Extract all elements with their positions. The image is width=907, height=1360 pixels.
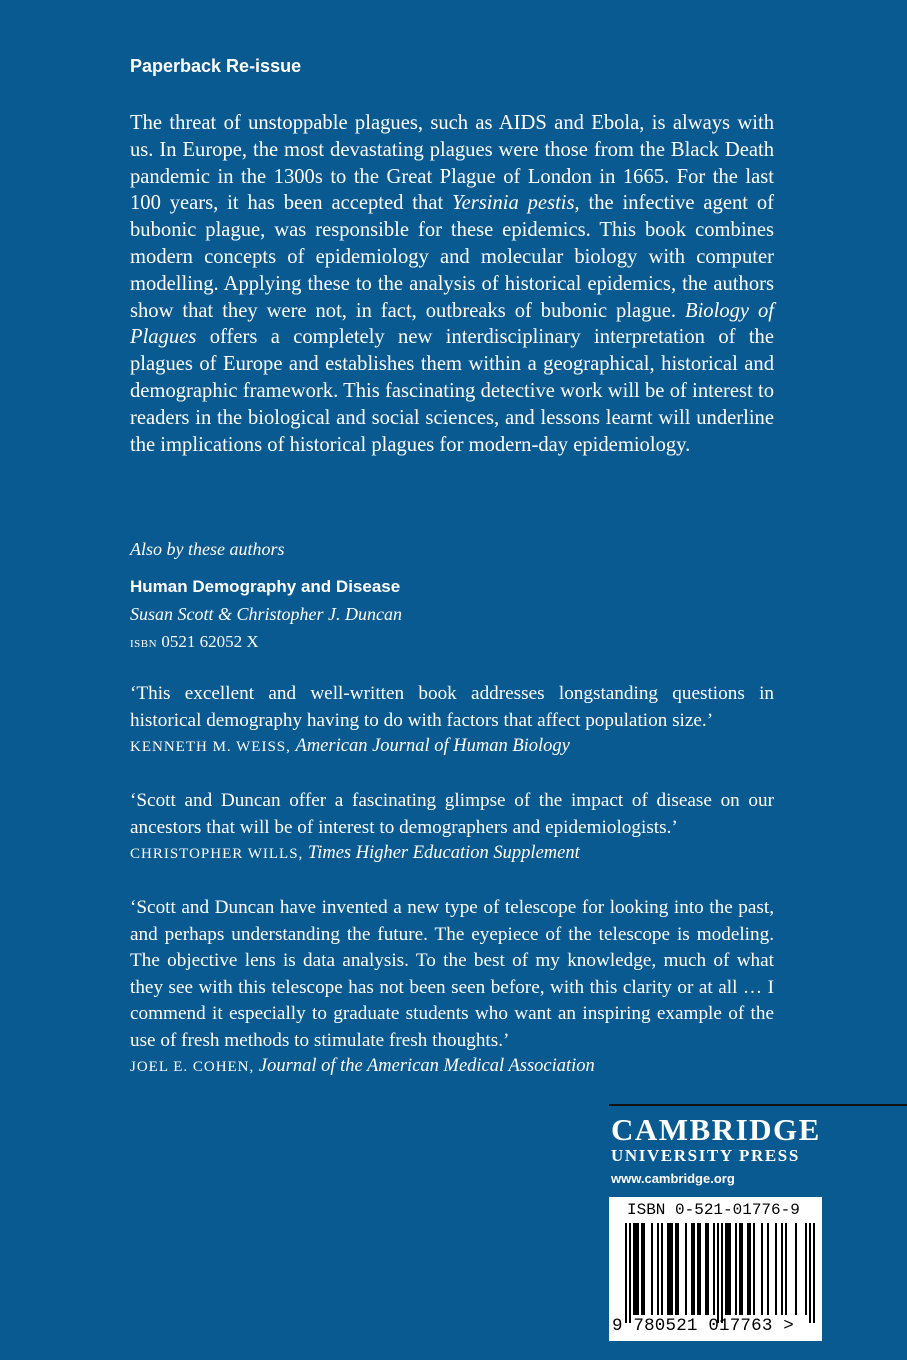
barcode-isbn-text: ISBN 0-521-01776-9: [627, 1201, 800, 1219]
barcode-bar: [657, 1223, 659, 1315]
review-quote: ‘Scott and Duncan have invented a new type of telescope for looking into the past, and perhaps understanding the future. The eyepiece of the telescope is modeling. The objective lens is data analysis. To the best of my knowledge, much of what they see with this telescope has not been seen before, with this clarity or at all … I commend it especially to graduate students who want an inspiring example of the use of fresh methods to stimulate fresh thoughts.’: [130, 897, 774, 1051]
reviewer-name: CHRISTOPHER WILLS,: [130, 846, 304, 862]
barcode-bar: [741, 1223, 743, 1315]
blurb-text-2: , the infective agent of bubonic plague, was responsible for these epidemics. This book combines modern concepts of epidemiology and molecular biology with computer modelling. Applying these to the analysis of historical epidemics, the authors show that they were not, in fact, outbreaks of bubonic plague.: [130, 192, 774, 322]
reviewer-name: JOEL E. COHEN,: [130, 1059, 255, 1075]
species-name: Yersinia pestis: [452, 192, 575, 215]
barcode-bar: [685, 1223, 687, 1315]
related-book-authors: Susan Scott & Christopher J. Duncan: [130, 604, 402, 624]
barcode-bar: [767, 1223, 769, 1315]
barcode-bar: [805, 1223, 807, 1315]
also-by-heading: Also by these authors: [130, 539, 285, 559]
barcode-bar: [675, 1223, 677, 1315]
barcode-bar: [713, 1223, 715, 1315]
barcode-bar: [641, 1223, 643, 1315]
barcode-bar: [721, 1223, 723, 1323]
barcode-bar: [635, 1223, 637, 1315]
review-attribution: [130, 736, 570, 757]
barcode-bar: [749, 1223, 751, 1315]
review-source: Journal of the American Medical Association: [258, 1056, 595, 1076]
barcode-bar: [669, 1223, 671, 1315]
barcode-number: 9 780521 017763 >: [612, 1316, 794, 1336]
barcode-bar: [699, 1223, 701, 1315]
barcode-bar: [735, 1223, 737, 1315]
barcode-panel: [609, 1197, 822, 1341]
barcode-bar: [809, 1223, 811, 1323]
barcode-bar: [775, 1223, 777, 1315]
reviewer-name: KENNETH M. WEISS,: [130, 739, 291, 755]
isbn-label: ISBN: [130, 638, 158, 650]
review-quote: ‘Scott and Duncan offer a fascinating glimpse of the impact of disease on our ancestors that will be of interest to demographers and epidemiologists.’: [130, 790, 774, 838]
blurb-paragraph: [130, 110, 774, 458]
publisher-website: www.cambridge.org: [611, 1171, 735, 1186]
barcode-bar: [761, 1223, 763, 1315]
barcode-bar: [625, 1223, 627, 1323]
barcode-bar: [781, 1223, 783, 1315]
barcode-bar: [671, 1223, 673, 1315]
barcode-bar: [725, 1223, 727, 1315]
barcode-bar: [705, 1223, 707, 1315]
barcode-bar: [643, 1223, 645, 1315]
barcode-bar: [717, 1223, 719, 1323]
barcode-bar: [677, 1223, 679, 1315]
barcode-bar: [795, 1223, 797, 1315]
barcode-bar: [697, 1223, 699, 1315]
isbn-value: 0521 62052 X: [161, 632, 259, 651]
barcode-bar: [651, 1223, 653, 1315]
barcode-bar: [739, 1223, 741, 1315]
review-source: American Journal of Human Biology: [295, 736, 570, 756]
barcode-bar: [727, 1223, 729, 1315]
barcode-bar: [707, 1223, 709, 1315]
barcode-bar: [661, 1223, 663, 1315]
publisher-subtitle: UNIVERSITY PRESS: [611, 1146, 800, 1165]
review-source: Times Higher Education Supplement: [307, 843, 580, 863]
review-quote: ‘This excellent and well-written book addresses longstanding questions in historical demography having to do with factors that affect population size.’: [130, 683, 774, 731]
barcode-bar: [753, 1223, 755, 1315]
barcode-bar: [691, 1223, 693, 1315]
barcode-bar: [747, 1223, 749, 1315]
edition-label: Paperback Re-issue: [130, 56, 302, 76]
blurb-text-3: offers a completely new interdisciplinary interpretation of the plagues of Europe and establishes them within a geographical, historical and demographic framework. This fascinating detective work will be of interest to readers in the biological and social sciences, and lessons learnt will underline the implications of historical plagues for modern-day epidemiology.: [130, 326, 774, 456]
barcode-bar: [637, 1223, 639, 1315]
related-book-isbn: [130, 632, 259, 652]
barcode-bar: [629, 1223, 631, 1323]
barcode-bar: [667, 1223, 669, 1315]
book-title-inline: Biology of Plagues: [130, 299, 774, 349]
barcode-bar: [693, 1223, 695, 1315]
barcode-bar: [785, 1223, 787, 1315]
barcode-bar: [633, 1223, 635, 1315]
blurb-text-1: The threat of unstoppable plagues, such as AIDS and Ebola, is always with us. In Europe, the most devastating plagues were those from the Black Death pandemic in the 1300s to the Great Plague of London in 1665. For the last 100 years, it has been accepted that: [130, 112, 774, 215]
barcode-bar: [729, 1223, 731, 1315]
publisher-rule: [609, 1104, 907, 1106]
review-attribution: [130, 843, 580, 864]
review-attribution: [130, 1056, 595, 1077]
related-book-title: Human Demography and Disease: [130, 577, 401, 596]
publisher-name: CAMBRIDGE: [611, 1112, 821, 1147]
barcode-bar: [813, 1223, 815, 1323]
